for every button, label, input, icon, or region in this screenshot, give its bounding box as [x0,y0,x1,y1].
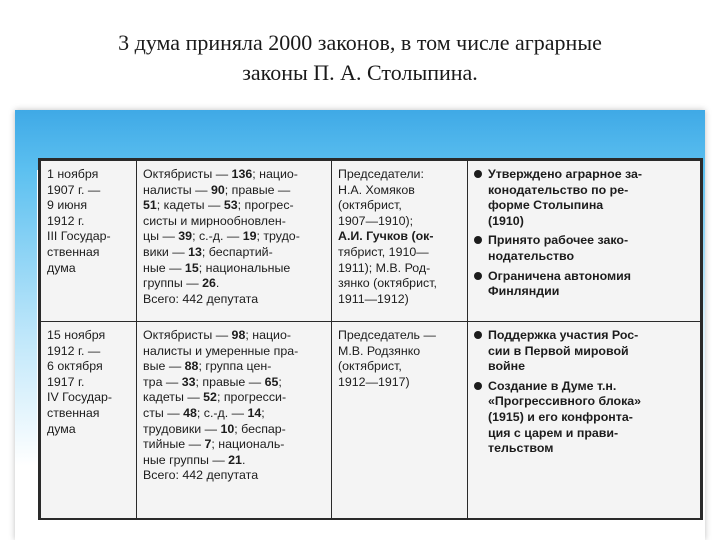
period-line: 1912 г. — [47,343,101,358]
table-row [41,322,701,519]
composition-line [143,328,325,344]
chairmen-line: Н.А. Хомяков [338,182,415,197]
results-item [474,269,694,300]
composition-text: цы — [143,229,179,244]
results-list [474,167,694,300]
chairmen-line: Председатель — [338,328,436,342]
composition-line [143,453,325,469]
composition-text: ; националь- [211,437,285,452]
period-line: 1912 г. [47,213,85,228]
results-line: сии в Первой мировой [488,343,629,358]
period-line: III Государ- [47,229,111,244]
period-cell [41,161,137,322]
composition-text: ; кадеты — [156,198,224,213]
bullet-dot-icon [474,382,482,390]
slide-title-line-2: законы П. А. Столыпина. [242,60,478,85]
period-line: IV Государ- [47,390,113,405]
composition-text: ; прогрес- [237,198,294,213]
seat-count: 13 [188,244,202,259]
table-row [41,161,701,322]
composition-line [143,375,325,391]
chairmen-line: 1911); М.В. Род- [338,260,431,275]
composition-text: тийные — [143,437,205,452]
seat-count: 65 [264,374,279,389]
results-line: Утверждено аграрное за- [488,167,643,181]
results-item [474,328,694,375]
composition-text: ; правые — [195,374,265,389]
composition-text: сты — [143,405,184,420]
composition-line [143,390,325,406]
results-line: Поддержка участия Рос- [488,328,639,342]
bullet-dot-icon [474,170,482,178]
period-line: 6 октября [47,359,103,374]
composition-line [143,214,325,230]
composition-text: систы и мирнообновлен- [143,213,286,228]
composition-text: . [241,452,246,467]
seat-count: 10 [220,421,235,436]
seat-count: 88 [184,359,199,374]
chairmen-line: зянко (октябрист, [338,276,437,291]
composition-line [143,261,325,277]
chairmen-line: М.В. Родзянко [338,343,421,358]
seat-count: 19 [242,229,257,244]
composition-text: Октябристы — [143,167,232,181]
results-item [474,167,694,229]
results-line: тельством [488,441,554,456]
period-line: 15 ноября [47,328,106,342]
chairmen-line: А.И. Гучков (ок- [338,229,434,244]
seat-count: 15 [184,260,199,275]
composition-text: ; группа цен- [198,359,272,374]
composition-text: ные — [143,260,185,275]
bullet-dot-icon [474,236,482,244]
composition-text: ; [261,405,265,420]
chairmen-line: (октябрист, [338,198,402,213]
period-line: 1917 г. [47,374,85,389]
seat-count: 7 [204,437,212,452]
composition-line [143,167,325,183]
chairmen-line: 1907—1910); [338,213,414,228]
seat-count: 98 [231,328,246,342]
results-line: Ограничена автономия [488,268,631,283]
composition-text: вики — [143,244,189,259]
chairmen-line: 1912—1917) [338,374,410,389]
composition-text: ; нацио- [245,328,291,342]
results-cell [468,322,701,519]
duma-table-image [38,158,703,520]
seat-count: 39 [178,229,193,244]
chairmen-line: (октябрист, [338,359,402,374]
seat-count: 136 [231,167,253,181]
results-line: Принято рабочее зако- [488,233,629,248]
composition-line [143,229,325,245]
composition-text: ; нацио- [252,167,298,181]
chairmen-line: тябрист, 1910— [338,244,429,259]
results-line: форме Столыпина [488,198,604,213]
results-line: Финляндии [488,284,560,299]
composition-text: ; беспартий- [201,244,273,259]
composition-line [143,406,325,422]
seat-count: 51 [143,198,157,213]
period-line: дума [47,421,76,436]
composition-text: ные группы — [143,452,229,467]
composition-line [143,344,325,360]
period-line: дума [47,260,76,275]
composition-text: . [215,276,220,291]
bullet-dot-icon [474,272,482,280]
chairmen-line: Председатели: [338,167,424,181]
results-line: нодательство [488,248,575,263]
duma-table [40,160,701,519]
period-line: ственная [47,244,100,259]
composition-line [143,359,325,375]
composition-text: вые — [143,359,185,374]
composition-text: кадеты — [143,390,204,405]
composition-text: ; с.-д. — [196,405,248,420]
composition-text: трудовики — [143,421,221,436]
period-line: 1907 г. — [47,182,101,197]
results-line: (1910) [488,213,524,228]
results-item [474,379,694,457]
chairmen-cell [332,322,468,519]
results-line: войне [488,359,526,374]
composition-line [143,437,325,453]
composition-line [143,292,325,308]
seat-count: 53 [223,198,238,213]
seat-count: 90 [210,182,225,197]
slide-title-line-1: 3 дума приняла 2000 законов, в том числе аграрные [118,30,602,55]
composition-text: Всего: 442 депутата [143,291,259,306]
panel-left-accent [15,170,37,540]
period-line: 1 ноября [47,167,99,181]
composition-line [143,245,325,261]
composition-cell [137,322,332,519]
results-line: (1915) и его конфронта- [488,409,633,424]
composition-line [143,422,325,438]
composition-text: ; национальные [198,260,291,275]
composition-text: Всего: 442 депутата [143,468,259,483]
composition-text: ; [278,374,282,389]
results-line: Создание в Думе т.н. [488,378,617,393]
period-line: ственная [47,405,100,420]
results-line: «Прогрессивного блока» [488,394,642,409]
results-list [474,328,694,457]
composition-line [143,198,325,214]
composition-text: ; беспар- [234,421,286,436]
seat-count: 52 [203,390,217,405]
composition-text: ; трудо- [256,229,300,244]
seat-count: 21 [228,452,242,467]
results-line: ция с царем и прави- [488,425,619,440]
composition-text: ; прогресси- [216,390,287,405]
period-cell [41,322,137,519]
composition-cell [137,161,332,322]
seat-count: 14 [247,405,262,420]
composition-text: ; правые — [224,182,291,197]
composition-text: ; с.-д. — [192,229,243,244]
composition-text: налисты и умеренные пра- [143,343,299,358]
composition-text: тра — [143,374,182,389]
composition-line [143,468,325,484]
composition-line [143,276,325,292]
period-line: 9 июня [47,198,88,213]
seat-count: 48 [183,405,197,420]
results-line: конодательство по ре- [488,182,629,197]
results-cell [468,161,701,322]
results-item [474,233,694,264]
composition-text: налисты — [143,182,211,197]
composition-line [143,183,325,199]
bullet-dot-icon [474,331,482,339]
slide-title [40,28,680,88]
chairmen-cell [332,161,468,322]
seat-count: 33 [181,374,196,389]
composition-text: группы — [143,276,203,291]
composition-text: Октябристы — [143,328,232,342]
seat-count: 26 [202,276,216,291]
chairmen-line: 1911—1912) [338,291,409,306]
